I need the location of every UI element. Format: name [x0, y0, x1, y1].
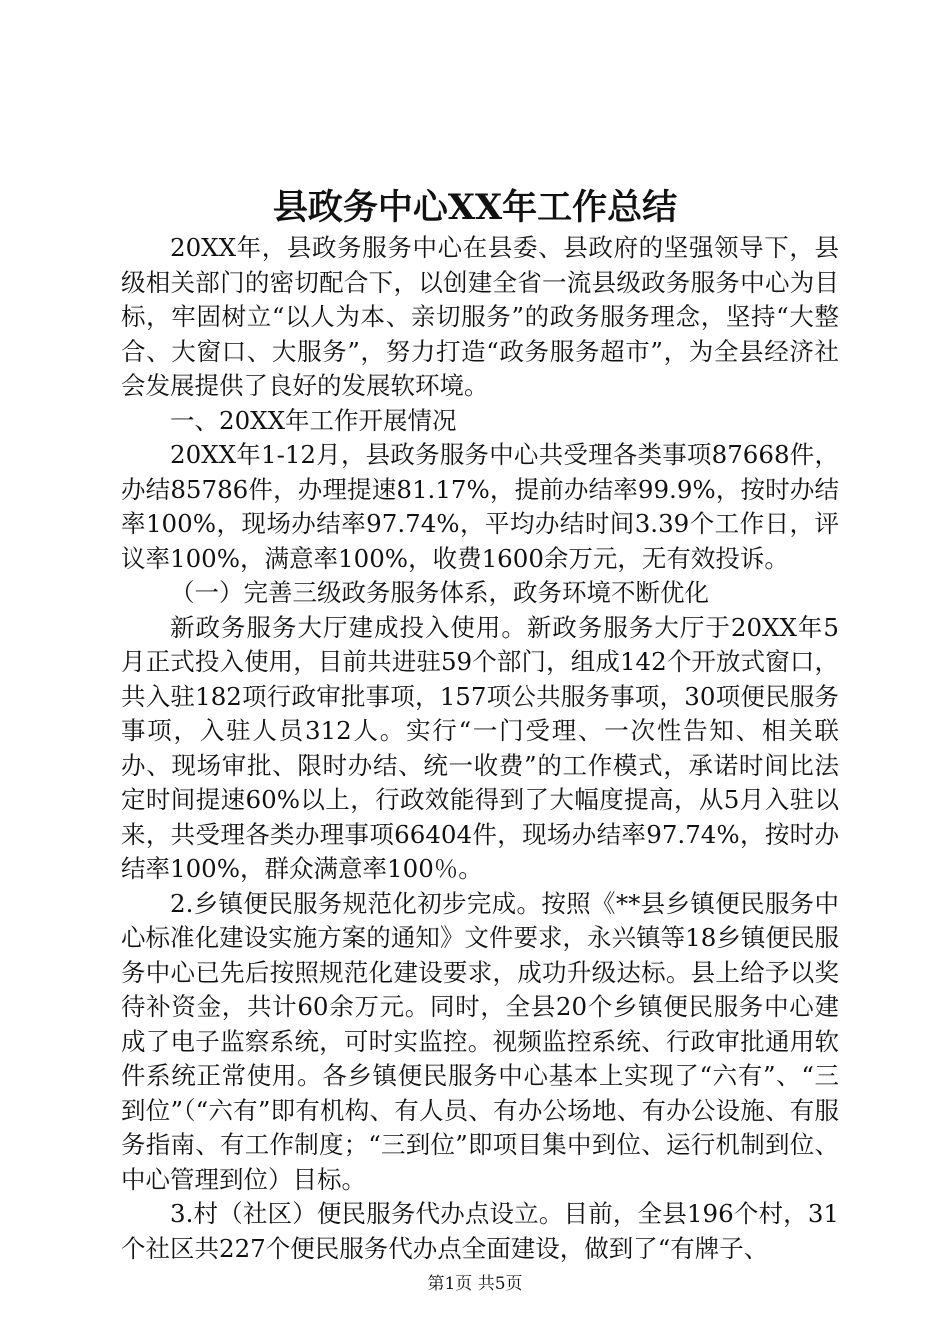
document-title: 县政务中心XX年工作总结: [272, 187, 678, 228]
document-body: [121, 231, 839, 1266]
paragraph-village-service: 3.村（社区）便民服务代办点设立。目前，全县196个村，31个社区共227个便民服务代办点全面建设，做到了“有牌子、: [121, 1199, 839, 1263]
paragraph-intro: 20XX年，县政务服务中心在县委、县政府的坚强领导下，县级相关部门的密切配合下，以创建全省一流县级政务服务中心为目标，牢固树立“以人为本、亲切服务”的政务服务理念，坚持“大整合、大窗口、大服务”，努力打造“政务服务超市”，为全县经济社会发展提供了良好的发展软环境。: [121, 233, 839, 400]
subsection-heading-1: （一）完善三级政务服务体系，政务环境不断优化: [170, 578, 709, 607]
page-footer: 第1页 共5页: [427, 1274, 523, 1294]
paragraph-new-hall: 新政务服务大厅建成投入使用。新政务服务大厅于20XX年5月正式投入使用，目前共进驻59个部门，组成142个开放式窗口，共入驻182项行政审批事项，157项公共服务事项，30项便民服务事项，入驻人员312人。实行“一门受理、一次性告知、相关联办、现场审批、限时办结、统一收费”的工作模式，承诺时间比法定时间提速60%以上，行政效能得到了大幅度提高，从5月入驻以来，共受理各类办理事项66404件，现场办结率97.74%，按时办结率100%，群众满意率100％。: [121, 612, 839, 883]
paragraph-statistics: 20XX年1-12月，县政务服务中心共受理各类事项87668件，办结85786件，办理提速81.17%，提前办结率99.9%，按时办结率100%，现场办结率97.74%，平均办结时间3.39个工作日，评议率100%，满意率100%，收费1600余万元，无有效投诉。: [121, 440, 839, 573]
section-heading-1: 一、20XX年工作开展情况: [170, 405, 457, 435]
paragraph-township-service: 2.乡镇便民服务规范化初步完成。按照《**县乡镇便民服务中心标准化建设实施方案的通知》文件要求，永兴镇等18乡镇便民服务中心已先后按照规范化建设要求，成功升级达标。县上给予以奖待补资金，共计60余万元。同时，全县20个乡镇便民服务中心建成了电子监察系统，可时实监控。视频监控系统、行政审批通用软件系统正常使用。各乡镇便民服务中心基本上实现了“六有”、“三到位”（“六有”即有机构、有人员、有办公场地、有办公设施、有服务指南、有工作制度；“三到位”即项目集中到位、运行机制到位、中心管理到位）目标。: [121, 888, 839, 1194]
